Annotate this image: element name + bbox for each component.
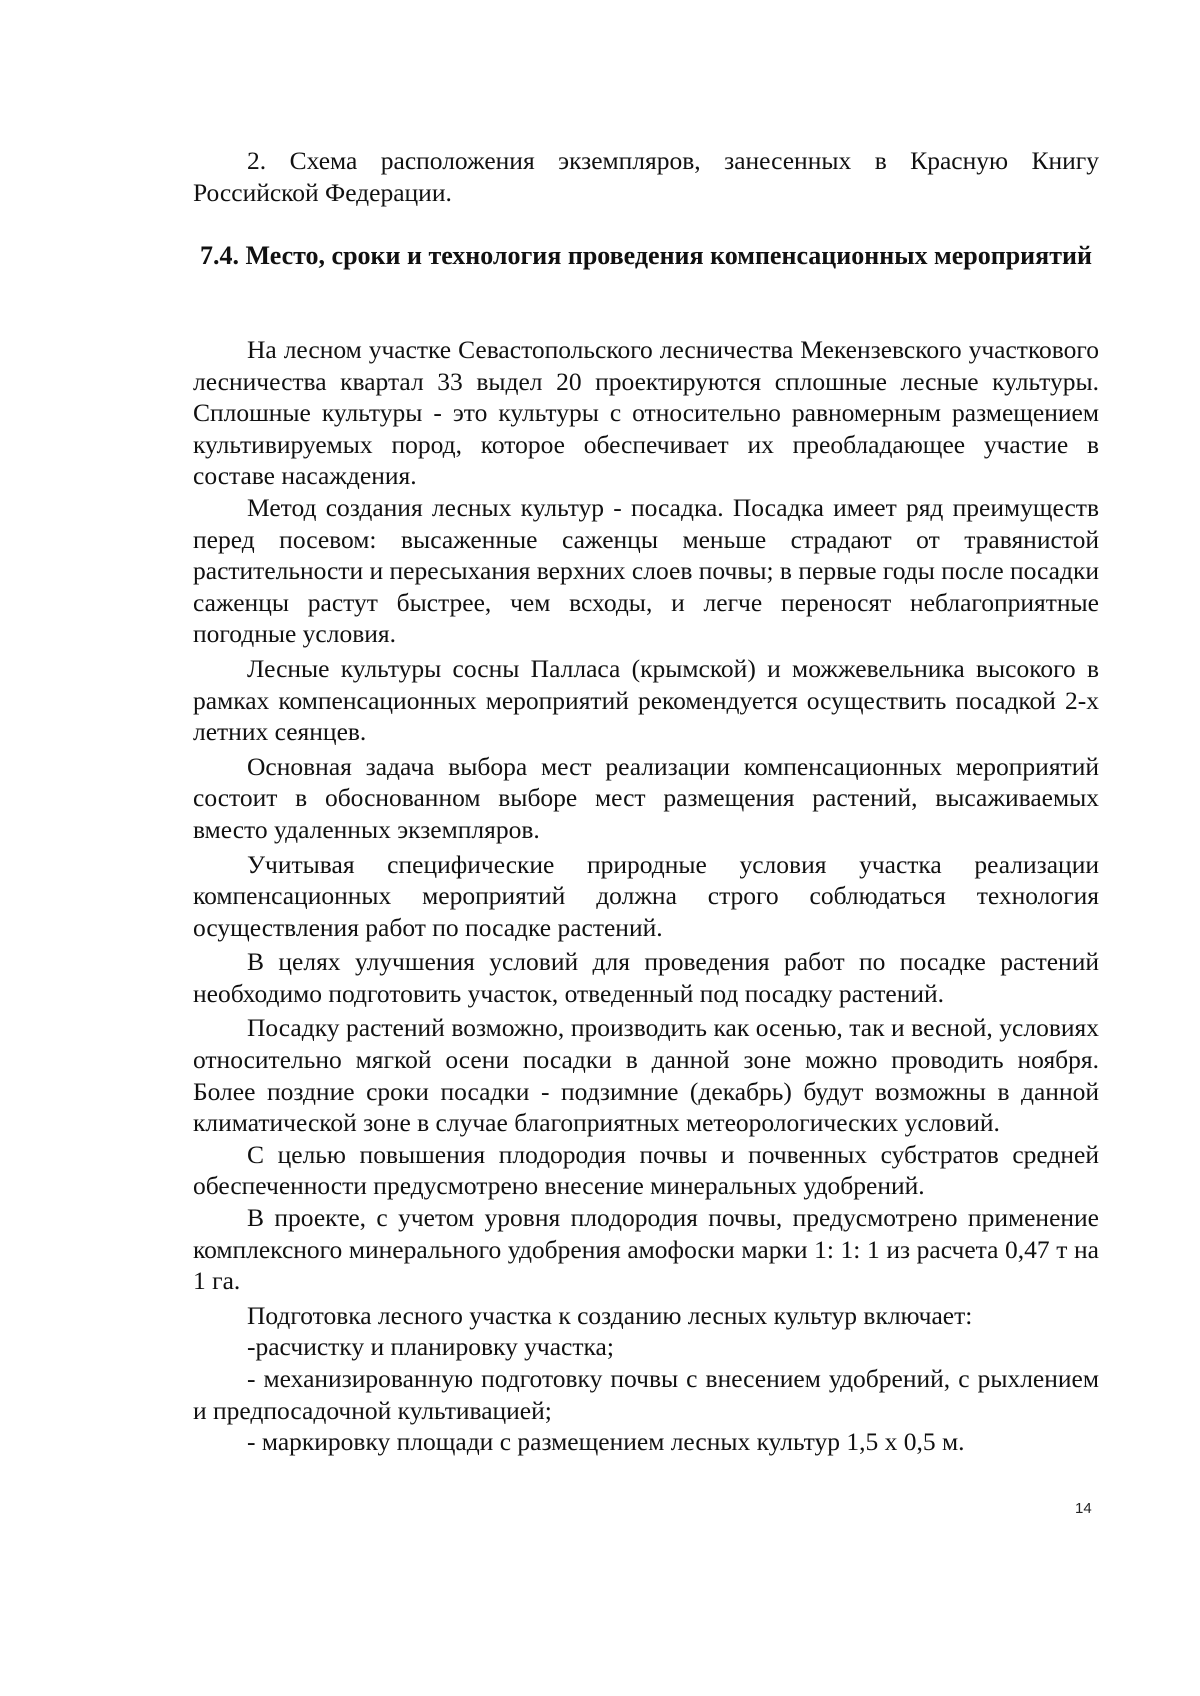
section-heading: 7.4. Место, сроки и технология проведения компенсационных мероприятий [200, 241, 1092, 270]
list-item-soil-preparation: - механизированную подготовку почвы с внесением удобрений, с рыхлением и предпосадочной культивацией; [193, 1364, 1099, 1425]
list-item-marking: - маркировку площади с размещением лесных культур 1,5 х 0,5 м. [247, 1427, 965, 1457]
paragraph-technology: Учитывая специфические природные условия участка реализации компенсационных мероприятий должна строго соблюдаться технология осуществления работ по посадке растений. [193, 849, 1099, 942]
intro-block [193, 145, 1099, 208]
paragraph-site-preparation: В целях улучшения условий для проведения работ по посадке растений необходимо подготовить участок, отведенный под посадку растений. [193, 947, 1099, 1008]
page-number: 14 [1075, 1500, 1092, 1517]
paragraph-preparation-intro: Подготовка лесного участка к созданию лесных культур включает: [247, 1300, 973, 1330]
paragraph-fertility: С целью повышения плодородия почвы и почвенных субстратов средней обеспеченности предусмотрено внесение минеральных удобрений. [193, 1139, 1099, 1201]
list-item-red-book-scheme: 2. Схема расположения экземпляров, занесенных в Красную Книгу Российской Федерации. [193, 146, 1099, 207]
paragraph-planting-season: Посадку растений возможно, производить как осенью, так и весной, условиях относительно мягкой осени посадки в данной зоне можно проводить ноября. Более поздние сроки посадки - подзимние (декабрь) будут возможны в данной климатической зоне в случае благоприятных метеорологических условий. [193, 1013, 1099, 1138]
list-item-clearing: -расчистку и планировку участка; [247, 1332, 614, 1362]
paragraph-fertilizer: В проекте, с учетом уровня плодородия почвы, предусмотрено применение комплексного минерального удобрения амофоски марки 1: 1: 1 из расчета 0,47 т на 1 га. [193, 1203, 1099, 1296]
section-body [193, 334, 1099, 1458]
paragraph-site-selection: Основная задача выбора мест реализации компенсационных мероприятий состоит в обоснованном выборе мест размещения растений, высаживаемых вместо удаленных экземпляров. [193, 751, 1099, 844]
paragraph-species: Лесные культуры сосны Палласа (крымской) и можжевельника высокого в рамках компенсационных мероприятий рекомендуется осуществить посадкой 2-х летних сеянцев. [193, 653, 1099, 747]
paragraph-planting-method: Метод создания лесных культур - посадка. Посадка имеет ряд преимуществ перед посевом: высаженные саженцы меньше страдают от травянистой растительности и пересыхания верхних слоев почвы; в первые годы после посадки саженцы растут быстрее, чем всходы, и легче переносят неблагоприятные погодные условия. [193, 492, 1100, 649]
paragraph-forest-plot: На лесном участке Севастопольского лесничества Мекензевского участкового лесничества квартал 33 выдел 20 проектируются сплошные лесные культуры. Сплошные культуры - это культуры с относительно равномерным размещением культивируемых пород, которое обеспечивает их преобладающее участие в составе насаждения. [193, 335, 1099, 491]
